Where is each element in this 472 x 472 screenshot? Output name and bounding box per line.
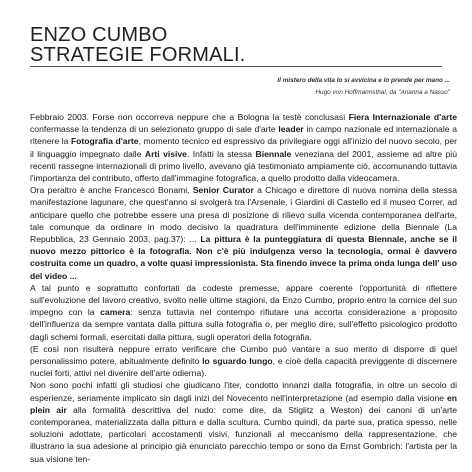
bold-text: camera xyxy=(100,307,131,318)
bold-text: La pittura è la punteggiatura di questa Biennale, anche se il nuovo mezzo pittorico è la fotografia. Non c'è più indulgenza verso la tecnologia, ormai è davvero costruita come un quadro, a volte quasi impressionista. Sta finendo invece la prima onda lunga dell' uso del video ... xyxy=(30,234,458,281)
title-subtitle: STRATEGIE FORMALI. xyxy=(30,44,246,66)
text-run: , momento tecnico ed espressivo da privilegiare oggi all'inizio del nuovo secolo, per il linguaggio impegnato dalle xyxy=(30,136,457,159)
bold-text: Arti visive xyxy=(144,148,187,159)
paragraph xyxy=(30,343,457,380)
epigraph-attribution: Hugo von Hoffmannsthal, da "Arianna a Nasso" xyxy=(315,89,450,96)
bold-text: Biennale xyxy=(255,148,292,159)
paragraph xyxy=(30,111,457,184)
epigraph-quote: Il mistero della vita lo si avvicina e lo prende per mano ... xyxy=(277,77,450,84)
text-run: Ora peraltro è anche Francesco Bonami, xyxy=(30,185,193,196)
text-run: alla formalità descrittiva del nudo: come dire, da Stiglitz a Weston) dei canoni di un'arte contemporanea, materializzata dalla pittura e dalla scultura. Cumbo quindi, da parte sua, pratica spesso, nelle soluzioni adottate, particolari accostamenti visivi, funzionali al meccanismo della rappresentazione, che illustrano la sua adesione al principio già enunciato parecchio tempo or sono da Ernst Gombrich: l'artista per la sua visione ten- xyxy=(30,404,458,464)
text-run: (E così non risulterà neppure errato verificare che Cumbo può vantare a suo merito di disporre di quel personalissimo potere, abitualmente definito xyxy=(30,343,457,367)
bold-text: en plein air xyxy=(30,392,457,415)
text-run: in campo nazionale ed internazionale a ritenere la xyxy=(30,124,457,147)
bold-text: Fiera Internazionale d'arte xyxy=(348,112,457,122)
article-body xyxy=(30,111,457,465)
bold-text: leader xyxy=(278,124,304,135)
epigraph xyxy=(150,75,450,99)
paragraph xyxy=(30,282,457,343)
text-run: Non sono pochi infatti gli studiosi che giudicano l'iter, condotto innanzi dalla fotografia, in oltre un secolo di esperienze, seriamente implicato sin dagli inizi del Novecento nell'interpretazione (ad esempio dalla visione xyxy=(30,380,457,403)
text-run: a Chicago e direttore di nuova nomina della stessa manifestazione lagunare, che quest'anno si svolgerà tra l'Arsenale, i Giardini di Castello ed il museo Correr, ad anticipare quello che potrebbe essere una presa di posizione di rilievo sulla vicenda contemporanea dell'arte, tale comunque da ordinare in modo decisivo la quadratura dell'imminente edizione della Biennale (La Repubblica, 23 Gennaio 2003, pag.37): ... xyxy=(30,185,457,245)
text-run: A tal punto e soprattutto confortati da codeste premesse, appare coerente l'opportunità di riflettere sull'evoluzione del lavoro creativo, svolto nelle ultime stagioni, da Enzo Cumbo, proprio entro la cornice del suo impegno con la xyxy=(30,282,457,318)
text-run: veneziana del 2001, assieme ad altre più recenti rassegne internazionali di primo livello, avevano già testimoniato ampiamente ciò, accomunando tuttavia l'importanza del contributo, offerto dall'immagine fotografica, a quello prodotto dalla videocamera. xyxy=(30,148,457,184)
title-block xyxy=(30,25,245,65)
title-author: ENZO CUMBO xyxy=(30,24,168,46)
bold-text: Senior Curator xyxy=(192,185,254,196)
title-rule xyxy=(30,66,442,67)
paragraph xyxy=(30,379,457,464)
paragraph xyxy=(30,184,457,282)
text-run: , e cioè della capacità previggente di discernere nuclei forti, attivi nel divenire dell'arte odierna). xyxy=(30,356,457,379)
text-run: . Infatti la stessa xyxy=(186,148,256,159)
text-run: Febbraio 2003. Forse non occorreva neppure che a Bologna la testè conclusasi xyxy=(30,112,349,122)
text-run: : senza tuttavia nel contempo rifiutare una accorta considerazione a proposito dell'influenza da sempre vantata dalla pittura sulla fotografia o, per meglio dire, sull'effetto psicologico prodotto dagli schemi formali, esercitati dalla pittura, sugli operatori della fotografia. xyxy=(30,307,457,342)
text-run: confermasse la tendenza di un selezionato gruppo di sale d'arte xyxy=(30,124,279,135)
bold-text: Fotografia d'arte xyxy=(70,136,139,147)
bold-text: lo sguardo lungo xyxy=(202,356,273,367)
